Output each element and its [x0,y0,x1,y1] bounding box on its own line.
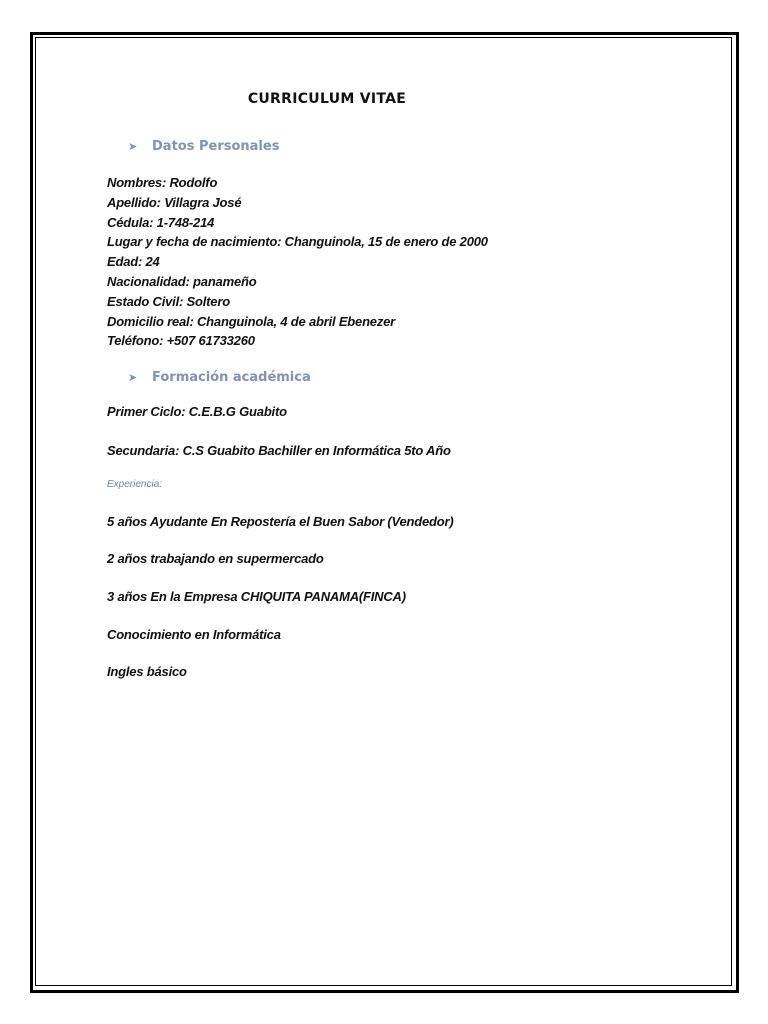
skill-item: Ingles básico [107,664,187,679]
section-heading-personal [128,139,279,154]
education-secondary: Secundaria: C.S Guabito Bachiller en Informática 5to Año [107,443,451,458]
document-title: CURRICULUM VITAE [247,91,407,107]
experience-item: 5 años Ayudante En Repostería el Buen Sabor (Vendedor) [107,514,454,529]
personal-surname: Apellido: Villagra José [107,194,242,210]
personal-phone: Teléfono: +507 61733260 [107,333,255,349]
experience-item: 2 años trabajando en supermercado [107,551,324,566]
personal-data-list [107,173,488,351]
personal-birth: Lugar y fecha de nacimiento: Changuinola, 15 de enero de 2000 [107,234,488,250]
personal-nationality: Nacionalidad: panameño [107,273,257,289]
section-heading-education [128,370,311,385]
arrow-bullet-icon: ➤ [128,140,138,153]
personal-address: Domicilio real: Changuinola, 4 de abril Ebenezer [107,313,396,329]
arrow-bullet-icon: ➤ [128,371,138,384]
experience-item: 3 años En la Empresa CHIQUITA PANAMA(FINCA) [107,589,406,604]
personal-age: Edad: 24 [107,254,160,270]
personal-name: Nombres: Rodolfo [107,175,218,190]
education-primary: Primer Ciclo: C.E.B.G Guabito [107,404,287,419]
section-heading-education-label: Formación académica [152,370,311,385]
section-heading-experience: Experiencia: [107,479,163,490]
section-heading-personal-label: Datos Personales [152,139,280,154]
personal-id: Cédula: 1-748-214 [107,214,215,230]
skill-item: Conocimiento en Informática [107,627,281,642]
personal-marital-status: Estado Civil: Soltero [107,293,230,309]
